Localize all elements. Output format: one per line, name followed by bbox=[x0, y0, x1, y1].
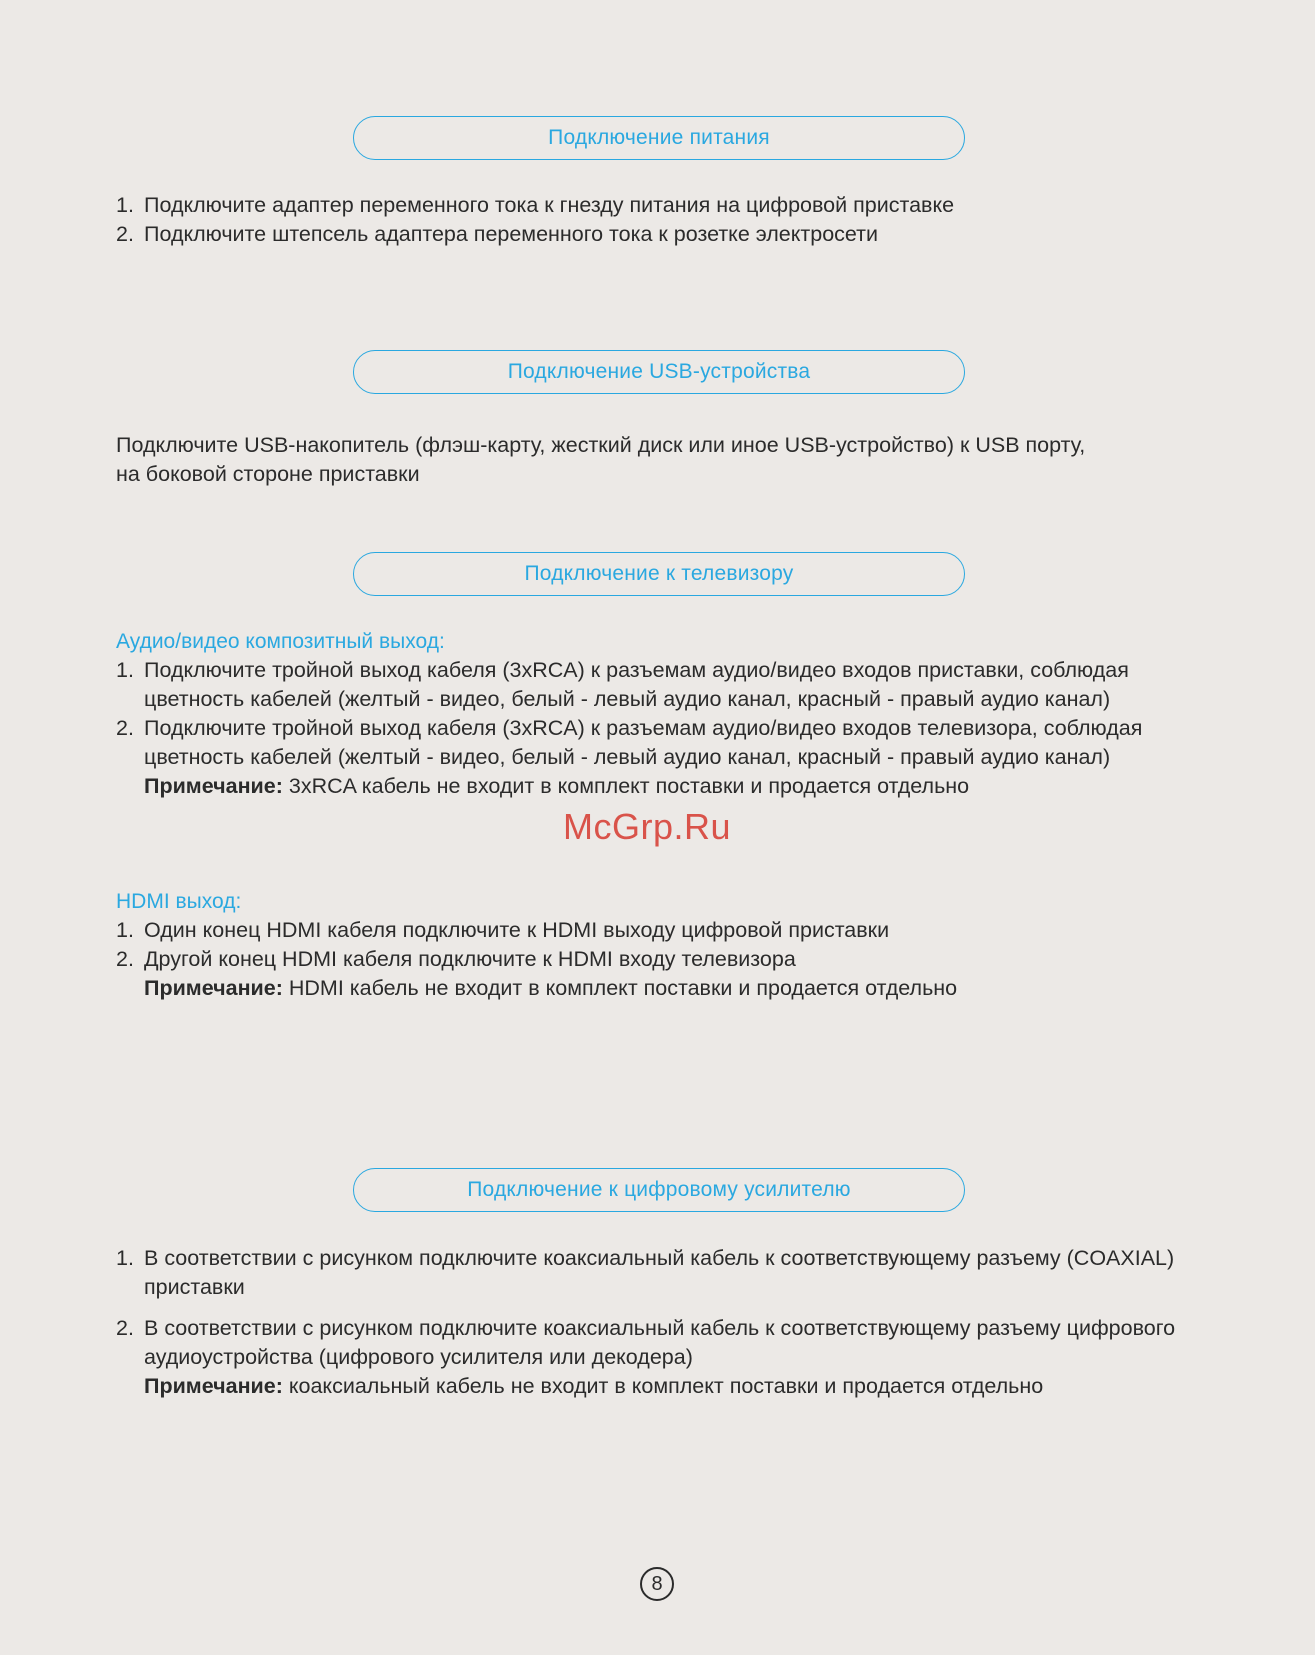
hdmi-heading: HDMI выход: bbox=[116, 890, 242, 913]
list-item bbox=[116, 1314, 1206, 1372]
note-text: 3xRCA кабель не входит в комплект поставки и продается отдельно bbox=[282, 774, 970, 798]
tv-hdmi-block bbox=[116, 887, 1206, 1003]
usb-text-line-2: на боковой стороне приставки bbox=[116, 462, 420, 486]
list-item bbox=[116, 191, 1206, 220]
item-text: Подключите штепсель адаптера переменного тока к розетке электросети bbox=[144, 222, 879, 246]
list-item bbox=[116, 945, 1206, 974]
item-text: Подключите тройной выход кабеля (3xRCA) к разъемам аудио/видео входов телевизора, соблюдая цветность кабелей (желтый - видео, белый - левый аудио канал, красный - правый аудио канал) bbox=[144, 716, 1143, 769]
item-text: Подключите адаптер переменного тока к гнезду питания на цифровой приставке bbox=[144, 193, 955, 217]
usb-text bbox=[116, 431, 1206, 489]
amplifier-note bbox=[116, 1372, 1206, 1401]
note-label: Примечание: bbox=[144, 976, 283, 1000]
power-steps-list bbox=[116, 191, 1206, 249]
section-title-power: Подключение питания bbox=[353, 116, 965, 160]
item-number: 1. bbox=[116, 918, 134, 942]
note-text: коаксиальный кабель не входит в комплект поставки и продается отдельно bbox=[282, 1374, 1044, 1398]
hdmi-note bbox=[116, 974, 1206, 1003]
item-number: 2. bbox=[116, 1316, 134, 1340]
item-number: 2. bbox=[116, 947, 134, 971]
usb-text-line-1: Подключите USB-накопитель (флэш-карту, жесткий диск или иное USB-устройство) к USB порту, bbox=[116, 433, 1086, 457]
item-number: 1. bbox=[116, 658, 134, 682]
item-text: Другой конец HDMI кабеля подключите к HDMI входу телевизора bbox=[144, 947, 796, 971]
item-number: 1. bbox=[116, 193, 134, 217]
composite-heading: Аудио/видео композитный выход: bbox=[116, 630, 445, 653]
item-text: Подключите тройной выход кабеля (3xRCA) к разъемам аудио/видео входов приставки, соблюдая цветность кабелей (желтый - видео, белый - левый аудио канал, красный - правый аудио канал) bbox=[144, 658, 1129, 711]
list-item bbox=[116, 1244, 1206, 1302]
list-item bbox=[116, 916, 1206, 945]
note-label: Примечание: bbox=[144, 1374, 283, 1398]
amplifier-steps-list bbox=[116, 1244, 1206, 1401]
item-number: 2. bbox=[116, 716, 134, 740]
watermark-logo: McGrp.Ru bbox=[563, 806, 732, 847]
list-item bbox=[116, 714, 1206, 772]
section-title-amplifier: Подключение к цифровому усилителю bbox=[353, 1168, 965, 1212]
list-item bbox=[116, 656, 1206, 714]
item-text: Один конец HDMI кабеля подключите к HDMI выходу цифровой приставки bbox=[144, 918, 890, 942]
note-text: HDMI кабель не входит в комплект поставки и продается отдельно bbox=[282, 976, 958, 1000]
item-text: В соответствии с рисунком подключите коаксиальный кабель к соответствующему разъему (COAXIAL) приставки bbox=[144, 1246, 1175, 1299]
item-number: 1. bbox=[116, 1246, 134, 1270]
note-label: Примечание: bbox=[144, 774, 283, 798]
item-number: 2. bbox=[116, 222, 134, 246]
tv-composite-block bbox=[116, 627, 1206, 801]
item-text: В соответствии с рисунком подключите коаксиальный кабель к соответствующему разъему цифрового аудиоустройства (цифрового усилителя или декодера) bbox=[144, 1316, 1176, 1369]
composite-note bbox=[116, 772, 1206, 801]
list-item bbox=[116, 220, 1206, 249]
section-title-usb: Подключение USB-устройства bbox=[353, 350, 965, 394]
section-title-tv: Подключение к телевизору bbox=[353, 552, 965, 596]
page-number: 8 bbox=[640, 1567, 674, 1601]
